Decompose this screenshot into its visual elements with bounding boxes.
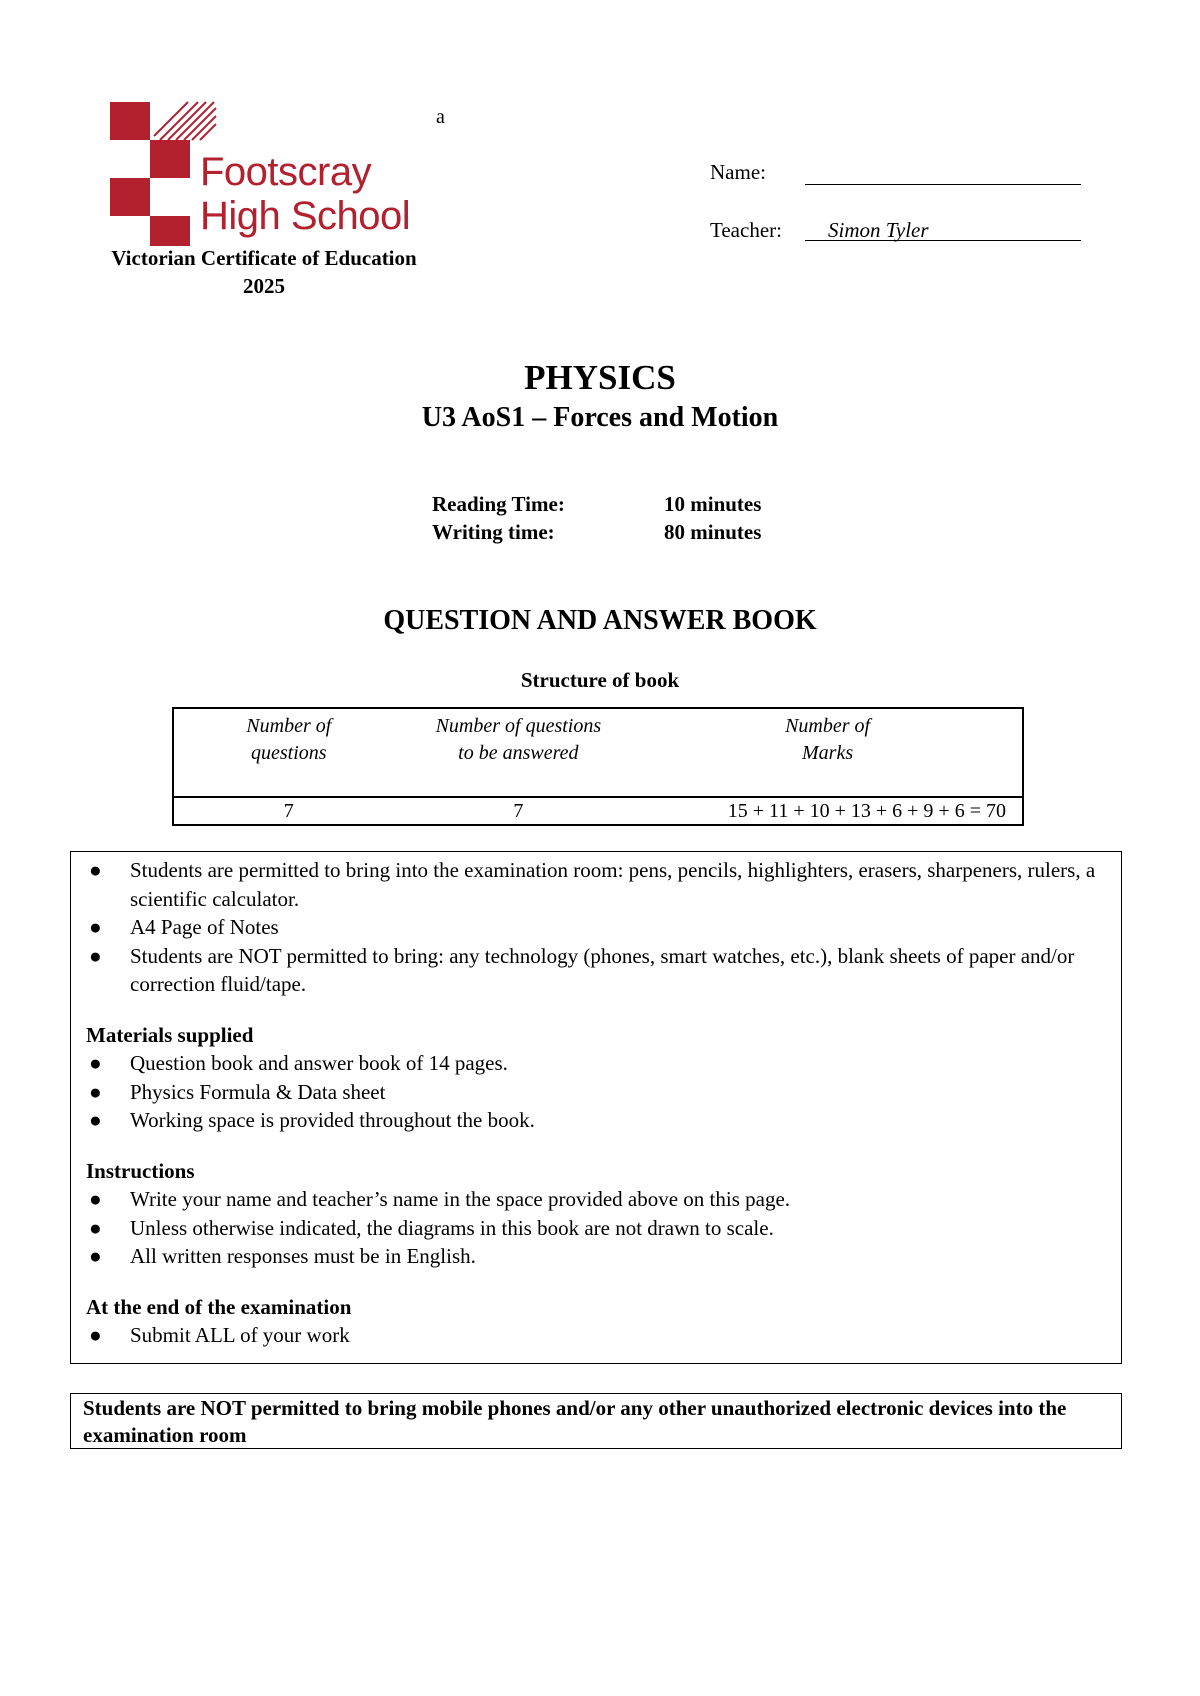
list-item xyxy=(86,1078,1121,1107)
school-name xyxy=(200,150,410,238)
bullet-icon: ● xyxy=(89,1244,102,1268)
list-item-text: A4 Page of Notes xyxy=(130,915,279,939)
certificate-year: 2025 xyxy=(243,274,285,298)
list-item xyxy=(86,856,1121,913)
materials-heading: Materials supplied xyxy=(86,1022,254,1047)
list-item xyxy=(86,913,1121,942)
certificate-heading xyxy=(82,244,446,300)
bullet-icon: ● xyxy=(89,858,102,882)
teacher-field[interactable] xyxy=(805,240,1081,241)
permitted-list xyxy=(86,856,1121,999)
instructions-box xyxy=(70,851,1122,1364)
header-answered xyxy=(404,708,634,797)
structure-table xyxy=(172,707,1024,826)
list-item xyxy=(86,1106,1121,1135)
header-marks xyxy=(633,708,1023,797)
reading-time-label: Reading Time: xyxy=(432,492,565,516)
unit-title: U3 AoS1 – Forces and Motion xyxy=(421,402,779,433)
writing-time-label: Writing time: xyxy=(432,520,555,544)
bullet-icon: ● xyxy=(89,1323,102,1347)
stray-character: a xyxy=(436,106,445,128)
header-marks-line1: Number of xyxy=(785,715,871,737)
table-row xyxy=(173,797,1023,825)
header-answered-line2: to be answered xyxy=(458,742,579,764)
header-questions xyxy=(173,708,404,797)
name-field[interactable] xyxy=(805,184,1081,185)
list-item xyxy=(86,1214,1121,1243)
warning-text: Students are NOT permitted to bring mobile phones and/or any other unauthorized electronic devices into the examination room xyxy=(83,1396,1067,1447)
list-item-text: Question book and answer book of 14 pages. xyxy=(130,1051,508,1075)
list-item-text: Submit ALL of your work xyxy=(130,1323,350,1347)
cell-questions: 7 xyxy=(173,797,404,825)
exam-times xyxy=(432,490,761,546)
school-name-line2: High School xyxy=(200,194,411,238)
list-item-text: Physics Formula & Data sheet xyxy=(130,1079,386,1104)
certificate-name: Victorian Certificate of Education xyxy=(111,246,417,270)
bullet-icon: ● xyxy=(89,915,102,939)
list-item-text: Students are NOT permitted to bring: any technology (phones, smart watches, etc.), blank sheets of paper and/or correction fluid/tape. xyxy=(130,943,1075,996)
warning-box xyxy=(70,1393,1122,1449)
list-item xyxy=(86,1185,1121,1214)
list-item-text: All written responses must be in English. xyxy=(130,1244,476,1268)
book-title: QUESTION AND ANSWER BOOK xyxy=(383,605,817,636)
name-label: Name: xyxy=(710,160,766,184)
teacher-label: Teacher: xyxy=(710,218,782,242)
instructions-list xyxy=(86,1185,1121,1271)
bullet-icon: ● xyxy=(89,1215,102,1240)
end-list xyxy=(86,1321,1121,1350)
cell-answered: 7 xyxy=(404,797,634,825)
list-item xyxy=(86,1321,1121,1350)
writing-time-value: 80 minutes xyxy=(664,520,762,544)
subject-title: PHYSICS xyxy=(524,358,676,397)
list-item-text: Unless otherwise indicated, the diagrams in this book are not drawn to scale. xyxy=(130,1215,774,1240)
end-heading: At the end of the examination xyxy=(86,1294,352,1319)
materials-list xyxy=(86,1049,1121,1135)
structure-title: Structure of book xyxy=(520,668,680,692)
bullet-icon: ● xyxy=(89,1187,102,1211)
header-questions-line2: questions xyxy=(251,742,327,764)
cell-marks: 15 + 11 + 10 + 13 + 6 + 9 + 6 = 70 xyxy=(633,797,1023,825)
list-item-text: Working space is provided throughout the book. xyxy=(130,1108,535,1132)
header-answered-line1: Number of questions xyxy=(435,715,602,737)
school-name-line1: Footscray xyxy=(200,150,372,194)
instructions-heading: Instructions xyxy=(86,1158,195,1183)
header-marks-line2: Marks xyxy=(802,742,854,764)
list-item-text: Students are permitted to bring into the examination room: pens, pencils, highlighters, erasers, sharpeners, rulers, a scientific calculator. xyxy=(130,858,1096,911)
list-item xyxy=(86,942,1121,999)
teacher-name-value: Simon Tyler xyxy=(828,218,929,242)
bullet-icon: ● xyxy=(89,1051,102,1075)
list-item xyxy=(86,1242,1121,1271)
list-item-text: Write your name and teacher’s name in the space provided above on this page. xyxy=(130,1187,791,1211)
bullet-icon: ● xyxy=(89,943,102,968)
list-item xyxy=(86,1049,1121,1078)
bullet-icon: ● xyxy=(89,1108,102,1132)
table-header-row xyxy=(173,708,1023,797)
reading-time-value: 10 minutes xyxy=(664,492,762,516)
bullet-icon: ● xyxy=(89,1079,102,1104)
header-questions-line1: Number of xyxy=(246,715,332,737)
